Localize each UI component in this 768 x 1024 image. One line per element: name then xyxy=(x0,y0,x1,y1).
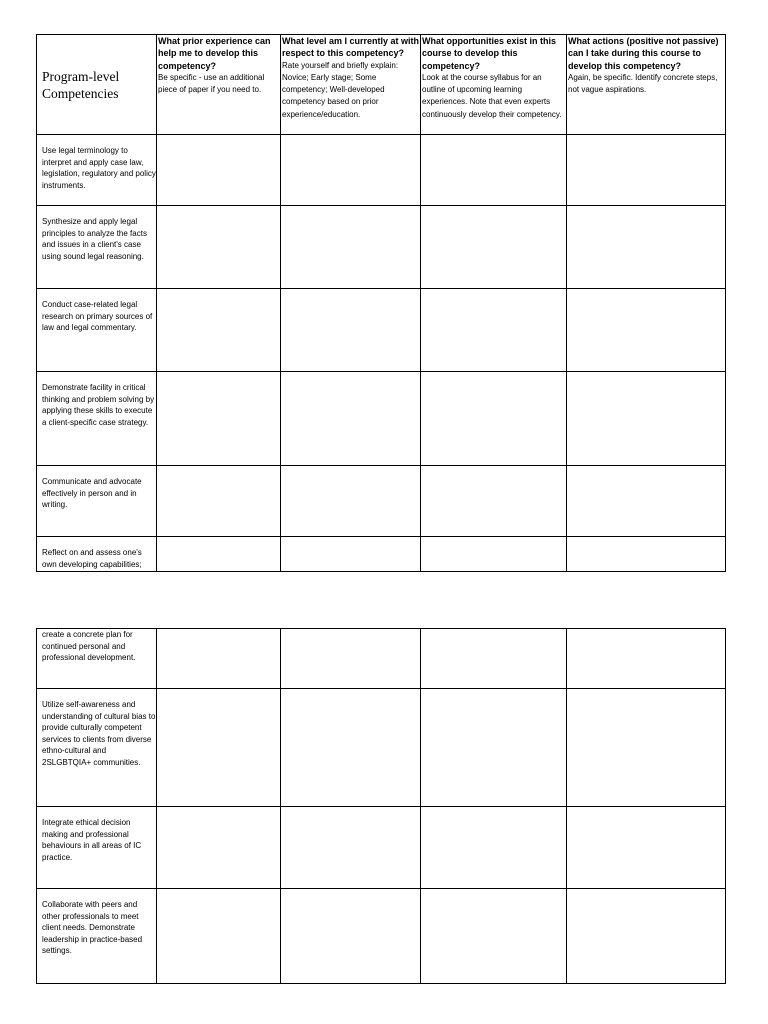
prior-experience-input-cell[interactable] xyxy=(157,807,281,889)
actions-input-cell[interactable] xyxy=(567,807,726,889)
table-row xyxy=(37,372,726,466)
table-row xyxy=(37,807,726,889)
column-note: Again, be specific. Identify concrete steps, not vague aspirations. xyxy=(568,72,718,95)
table-row xyxy=(37,135,726,206)
column-note: Rate yourself and briefly explain: Novice; Early stage; Some competency; Well-developed competency based on prior experience/education. xyxy=(282,60,399,119)
competency-cell: Reflect on and assess one's own developing capabilities; xyxy=(37,537,157,572)
header-row xyxy=(37,35,726,135)
competencies-header: Program-level Competencies xyxy=(37,35,157,135)
opportunities-input-cell[interactable] xyxy=(421,289,567,372)
opportunities-input-cell[interactable] xyxy=(421,889,567,984)
opportunities-input-cell[interactable] xyxy=(421,466,567,537)
prior-experience-header xyxy=(157,35,281,135)
column-question: What level am I currently at with respect to this competency? xyxy=(282,36,420,59)
current-level-input-cell[interactable] xyxy=(281,466,421,537)
prior-experience-input-cell[interactable] xyxy=(157,206,281,289)
current-level-input-cell[interactable] xyxy=(281,135,421,206)
prior-experience-input-cell[interactable] xyxy=(157,466,281,537)
table-row xyxy=(37,466,726,537)
actions-input-cell[interactable] xyxy=(567,289,726,372)
current-level-input-cell[interactable] xyxy=(281,689,421,807)
current-level-header xyxy=(281,35,421,135)
competency-table-page-1 xyxy=(36,34,726,572)
table-row xyxy=(37,889,726,984)
current-level-input-cell[interactable] xyxy=(281,807,421,889)
competency-cell: Collaborate with peers and other professionals to meet client needs. Demonstrate leadership in practice-based settings. xyxy=(37,889,157,984)
current-level-input-cell[interactable] xyxy=(281,629,421,689)
actions-input-cell[interactable] xyxy=(567,372,726,466)
current-level-input-cell[interactable] xyxy=(281,537,421,572)
column-question: What prior experience can help me to develop this competency? xyxy=(158,36,271,71)
opportunities-input-cell[interactable] xyxy=(421,689,567,807)
prior-experience-input-cell[interactable] xyxy=(157,689,281,807)
actions-header xyxy=(567,35,726,135)
table-row xyxy=(37,629,726,689)
opportunities-input-cell[interactable] xyxy=(421,206,567,289)
column-question: What opportunities exist in this course to develop this competency? xyxy=(422,36,557,71)
prior-experience-input-cell[interactable] xyxy=(157,537,281,572)
actions-input-cell[interactable] xyxy=(567,537,726,572)
current-level-input-cell[interactable] xyxy=(281,889,421,984)
opportunities-input-cell[interactable] xyxy=(421,537,567,572)
opportunities-input-cell[interactable] xyxy=(421,807,567,889)
actions-input-cell[interactable] xyxy=(567,135,726,206)
column-note: Be specific - use an additional piece of paper if you need to. xyxy=(158,72,265,95)
prior-experience-input-cell[interactable] xyxy=(157,372,281,466)
actions-input-cell[interactable] xyxy=(567,889,726,984)
competency-table-page-2 xyxy=(36,628,726,984)
current-level-input-cell[interactable] xyxy=(281,206,421,289)
prior-experience-input-cell[interactable] xyxy=(157,135,281,206)
competency-cell: Integrate ethical decision making and professional behaviours in all areas of IC practice. xyxy=(37,807,157,889)
current-level-input-cell[interactable] xyxy=(281,372,421,466)
competency-cell: create a concrete plan for continued personal and professional development. xyxy=(37,629,157,689)
actions-input-cell[interactable] xyxy=(567,466,726,537)
competency-cell: Communicate and advocate effectively in person and in writing. xyxy=(37,466,157,537)
column-question: What actions (positive not passive) can I take during this course to develop this competency? xyxy=(568,36,719,71)
opportunities-input-cell[interactable] xyxy=(421,629,567,689)
opportunities-header xyxy=(421,35,567,135)
competency-cell: Demonstrate facility in critical thinking and problem solving by applying these skills to execute a client-specific case strategy. xyxy=(37,372,157,466)
competency-cell: Utilize self-awareness and understanding of cultural bias to provide culturally competent services to clients from diverse ethno-cultural and 2SLGBTQIA+ communities. xyxy=(37,689,157,807)
opportunities-input-cell[interactable] xyxy=(421,135,567,206)
table-row xyxy=(37,537,726,572)
prior-experience-input-cell[interactable] xyxy=(157,289,281,372)
competency-cell: Conduct case-related legal research on primary sources of law and legal commentary. xyxy=(37,289,157,372)
actions-input-cell[interactable] xyxy=(567,689,726,807)
actions-input-cell[interactable] xyxy=(567,629,726,689)
competency-cell: Synthesize and apply legal principles to analyze the facts and issues in a client's case using sound legal reasoning. xyxy=(37,206,157,289)
prior-experience-input-cell[interactable] xyxy=(157,889,281,984)
current-level-input-cell[interactable] xyxy=(281,289,421,372)
actions-input-cell[interactable] xyxy=(567,206,726,289)
prior-experience-input-cell[interactable] xyxy=(157,629,281,689)
table-row xyxy=(37,206,726,289)
column-note: Look at the course syllabus for an outline of upcoming learning experiences. Note that even experts continuously develop their competency. xyxy=(422,72,562,119)
competency-cell: Use legal terminology to interpret and apply case law, legislation, regulatory and policy instruments. xyxy=(37,135,157,206)
table-row xyxy=(37,689,726,807)
table-row xyxy=(37,289,726,372)
opportunities-input-cell[interactable] xyxy=(421,372,567,466)
